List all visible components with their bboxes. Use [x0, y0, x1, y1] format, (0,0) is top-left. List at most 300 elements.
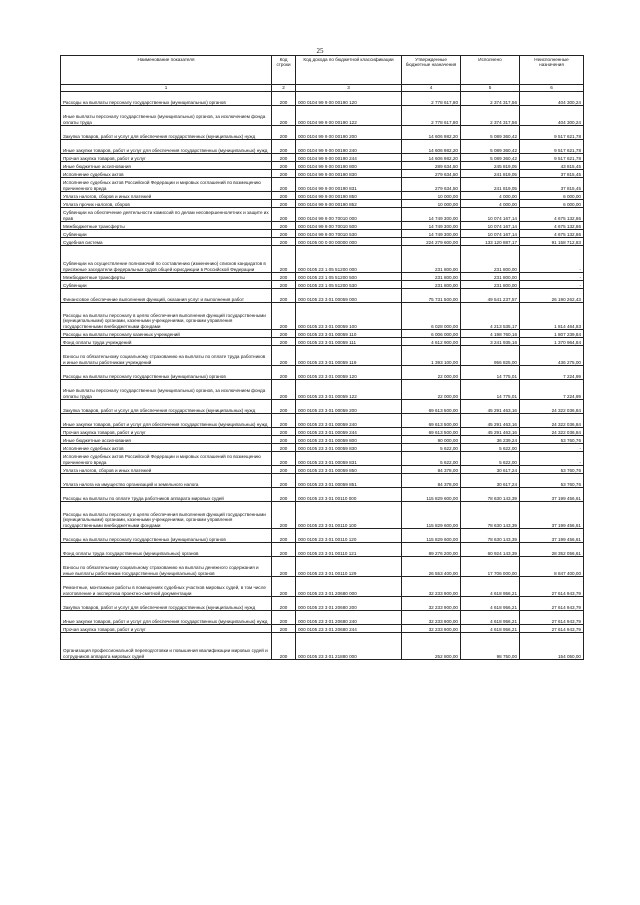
indicator-name-cell: Межбюджетные трансферты — [61, 222, 272, 230]
approved-amount-cell: 84 378,00 — [402, 466, 461, 474]
table-row — [61, 488, 584, 502]
budget-code-cell: 000 0105 23 3 01 20680 200 — [296, 597, 402, 611]
executed-amount-cell: 10 074 167,14 — [461, 222, 520, 230]
unexecuted-amount-cell: - — [520, 273, 584, 281]
budget-code-cell: 000 0105 23 3 01 00059 100 — [296, 303, 402, 330]
indicator-name-cell: Иные закупки товаров, работ и услуг для обеспечения государственных (муниципальных) нужд — [61, 140, 272, 154]
line-code-cell: 200 — [272, 338, 296, 346]
budget-code-cell: 000 0105 23 1 05 51200 500 — [296, 273, 402, 281]
approved-amount-cell: 2 778 617,80 — [402, 92, 461, 106]
indicator-name-cell: Субвенции — [61, 230, 272, 238]
executed-amount-cell: 4 618 956,21 — [461, 597, 520, 611]
line-code-cell: 200 — [272, 154, 296, 162]
executed-amount-cell: 4 000,00 — [461, 192, 520, 200]
budget-code-cell: 000 0105 23 3 01 00110 129 — [296, 557, 402, 577]
approved-amount-cell: 22 000,00 — [402, 366, 461, 380]
table-row — [61, 154, 584, 162]
indicator-name-cell: Иные бюджетные ассигнования — [61, 162, 272, 170]
budget-code-cell: 000 0104 99 9 00 00190 200 — [296, 126, 402, 140]
indicator-name-cell: Иные закупки товаров, работ и услуг для обеспечения государственных (муниципальных) нужд — [61, 611, 272, 625]
unexecuted-amount-cell: 37 199 456,61 — [520, 502, 584, 529]
budget-code-cell: 000 0105 23 3 01 00059 851 — [296, 474, 402, 488]
table-row — [61, 178, 584, 192]
budget-code-cell: 000 0105 23 3 01 00059 240 — [296, 414, 402, 428]
approved-amount-cell: 115 829 600,00 — [402, 502, 461, 529]
table-header-row — [61, 56, 584, 85]
executed-amount-cell: 4 618 956,21 — [461, 611, 520, 625]
indicator-name-cell: Закупка товаров, работ и услуг для обеспечения государственных (муниципальных) нужд — [61, 126, 272, 140]
table-row — [61, 140, 584, 154]
table-row — [61, 338, 584, 346]
budget-code-cell: 000 0105 23 3 01 00059 000 — [296, 289, 402, 303]
executed-amount-cell: 3 241 935,16 — [461, 338, 520, 346]
unexecuted-amount-cell: 43 815,45 — [520, 162, 584, 170]
executed-amount-cell: 4 198 760,16 — [461, 330, 520, 338]
executed-amount-cell: 4 000,00 — [461, 200, 520, 208]
unexecuted-amount-cell: 154 050,00 — [520, 633, 584, 660]
line-code-cell: 200 — [272, 502, 296, 529]
line-code-cell: 200 — [272, 140, 296, 154]
line-code-cell: 200 — [272, 543, 296, 557]
executed-amount-cell: 5 089 360,42 — [461, 126, 520, 140]
line-code-cell: 200 — [272, 162, 296, 170]
line-code-cell: 200 — [272, 488, 296, 502]
budget-code-cell: 000 0104 99 9 00 70010 500 — [296, 222, 402, 230]
indicator-name-cell: Расходы на выплаты по оплате труда работников аппарата мировых судей — [61, 488, 272, 502]
indicator-name-cell: Иные выплаты персоналу государственных (муниципальных) органов, за исключением фонда оплаты труда — [61, 106, 272, 126]
approved-amount-cell: 90 000,00 — [402, 436, 461, 444]
indicator-name-cell: Фонд оплаты труда государственных (муниципальных) органов — [61, 543, 272, 557]
line-code-cell: 200 — [272, 597, 296, 611]
unexecuted-amount-cell: 27 614 943,79 — [520, 611, 584, 625]
column-number: 3 — [296, 85, 402, 92]
approved-amount-cell: 4 612 900,00 — [402, 338, 461, 346]
line-code-cell: 200 — [272, 529, 296, 543]
budget-code-cell: 000 0105 23 3 01 00110 100 — [296, 502, 402, 529]
indicator-name-cell: Иные выплаты персоналу государственных (муниципальных) органов, за исключением фонда оплаты труда — [61, 380, 272, 400]
line-code-cell: 200 — [272, 200, 296, 208]
budget-code-cell: 000 0105 23 3 01 20680 244 — [296, 625, 402, 633]
budget-code-cell: 000 0104 99 9 00 00190 852 — [296, 200, 402, 208]
executed-amount-cell: 5 622,00 — [461, 444, 520, 452]
line-code-cell: 200 — [272, 92, 296, 106]
header-indicator-name: Наименование показателя — [61, 56, 272, 85]
unexecuted-amount-cell: 7 224,99 — [520, 366, 584, 380]
executed-amount-cell: 45 291 463,16 — [461, 400, 520, 414]
page-number: 25 — [316, 47, 324, 55]
budget-code-cell: 000 0104 99 9 00 00190 240 — [296, 140, 402, 154]
executed-amount-cell: 2 374 317,56 — [461, 92, 520, 106]
budget-code-cell: 000 0104 99 9 00 00190 830 — [296, 170, 402, 178]
budget-code-cell: 000 0105 23 3 01 00059 111 — [296, 338, 402, 346]
line-code-cell: 200 — [272, 170, 296, 178]
unexecuted-amount-cell: 37 815,45 — [520, 170, 584, 178]
line-code-cell: 200 — [272, 178, 296, 192]
indicator-name-cell: Расходы на выплаты персоналу государственных (муниципальных) органов — [61, 529, 272, 543]
approved-amount-cell: 84 378,00 — [402, 474, 461, 488]
budget-code-cell: 000 0104 99 9 00 00190 800 — [296, 162, 402, 170]
unexecuted-amount-cell: - — [520, 452, 584, 466]
budget-code-cell: 000 0105 23 3 01 00110 120 — [296, 529, 402, 543]
line-code-cell: 200 — [272, 400, 296, 414]
indicator-name-cell: Иные бюджетные ассигнования — [61, 436, 272, 444]
table-row — [61, 529, 584, 543]
unexecuted-amount-cell: 24 322 036,84 — [520, 400, 584, 414]
table-row — [61, 502, 584, 529]
approved-amount-cell: 279 634,50 — [402, 170, 461, 178]
indicator-name-cell: Расходы на выплаты персоналу государственных (муниципальных) органов — [61, 92, 272, 106]
table-row — [61, 200, 584, 208]
table-row — [61, 444, 584, 452]
unexecuted-amount-cell: 7 224,99 — [520, 380, 584, 400]
approved-amount-cell: 279 634,50 — [402, 178, 461, 192]
table-row — [61, 330, 584, 338]
line-code-cell: 200 — [272, 106, 296, 126]
executed-amount-cell: 10 074 167,14 — [461, 230, 520, 238]
executed-amount-cell: 231 800,00 — [461, 273, 520, 281]
executed-amount-cell: 14 775,01 — [461, 366, 520, 380]
unexecuted-amount-cell: 28 352 056,61 — [520, 543, 584, 557]
approved-amount-cell: 1 393 100,00 — [402, 346, 461, 366]
table-row — [61, 611, 584, 625]
line-code-cell: 200 — [272, 414, 296, 428]
approved-amount-cell: 6 006 000,00 — [402, 330, 461, 338]
table-row — [61, 289, 584, 303]
approved-amount-cell: 115 829 600,00 — [402, 529, 461, 543]
indicator-name-cell: Иные закупки товаров, работ и услуг для обеспечения государственных (муниципальных) нужд — [61, 414, 272, 428]
line-code-cell: 200 — [272, 281, 296, 289]
budget-code-cell: 000 0104 99 9 00 00190 850 — [296, 192, 402, 200]
unexecuted-amount-cell: 404 300,24 — [520, 92, 584, 106]
executed-amount-cell: 5 622,00 — [461, 452, 520, 466]
unexecuted-amount-cell: 4 675 132,86 — [520, 230, 584, 238]
approved-amount-cell: 231 800,00 — [402, 281, 461, 289]
executed-amount-cell: 45 291 463,16 — [461, 414, 520, 428]
table-row — [61, 436, 584, 444]
table-row — [61, 238, 584, 246]
approved-amount-cell: 6 028 000,00 — [402, 303, 461, 330]
line-code-cell: 200 — [272, 246, 296, 273]
unexecuted-amount-cell: 436 275,00 — [520, 346, 584, 366]
budget-execution-table — [60, 55, 584, 660]
header-executed: Исполнено — [461, 56, 520, 85]
budget-code-cell: 000 0105 23 3 01 00059 110 — [296, 330, 402, 338]
executed-amount-cell: 4 618 956,21 — [461, 577, 520, 597]
table-row — [61, 92, 584, 106]
executed-amount-cell: 956 825,00 — [461, 346, 520, 366]
approved-amount-cell: 26 553 400,00 — [402, 557, 461, 577]
unexecuted-amount-cell: 6 000,00 — [520, 192, 584, 200]
indicator-name-cell: Взносы по обязательному социальному страхованию на выплаты денежного содержания и иные выплаты работникам государственных (муниципальных) органов — [61, 557, 272, 577]
unexecuted-amount-cell: 1 807 239,84 — [520, 330, 584, 338]
table-row — [61, 400, 584, 414]
table-row — [61, 633, 584, 660]
approved-amount-cell: 224 279 600,00 — [402, 238, 461, 246]
budget-code-cell: 000 0105 23 3 01 20680 240 — [296, 611, 402, 625]
indicator-name-cell: Прочая закупка товаров, работ и услуг — [61, 154, 272, 162]
table-row — [61, 346, 584, 366]
unexecuted-amount-cell: 4 675 132,86 — [520, 222, 584, 230]
budget-code-cell: 000 0104 99 9 00 00190 244 — [296, 154, 402, 162]
unexecuted-amount-cell: 53 760,76 — [520, 466, 584, 474]
line-code-cell: 200 — [272, 611, 296, 625]
executed-amount-cell: 78 630 143,39 — [461, 488, 520, 502]
table-row — [61, 474, 584, 488]
approved-amount-cell: 69 613 500,00 — [402, 428, 461, 436]
table-row — [61, 162, 584, 170]
budget-code-cell: 000 0104 99 9 00 00190 120 — [296, 92, 402, 106]
approved-amount-cell: 10 000,00 — [402, 200, 461, 208]
indicator-name-cell: Фонд оплаты труда учреждений — [61, 338, 272, 346]
approved-amount-cell: 32 233 900,00 — [402, 625, 461, 633]
executed-amount-cell: 245 819,05 — [461, 162, 520, 170]
indicator-name-cell: Закупка товаров, работ и услуг для обеспечения государственных (муниципальных) нужд — [61, 400, 272, 414]
unexecuted-amount-cell: 6 000,00 — [520, 200, 584, 208]
unexecuted-amount-cell: 37 199 456,61 — [520, 488, 584, 502]
indicator-name-cell: Взносы по обязательному социальному страхованию на выплаты по оплате труда работников и иные выплаты работникам учреждений — [61, 346, 272, 366]
budget-code-cell: 000 0105 23 3 01 00110 121 — [296, 543, 402, 557]
column-number: 2 — [272, 85, 296, 92]
indicator-name-cell: Расходы на выплаты персоналу в целях обеспечения выполнения функций государственными (муниципальными) органами, казенными учреждениями, органами управления государственными внебюджетными фондами — [61, 303, 272, 330]
budget-code-cell: 000 0104 99 9 00 00190 122 — [296, 106, 402, 126]
indicator-name-cell: Закупка товаров, работ и услуг для обеспечения государственных (муниципальных) нужд — [61, 597, 272, 611]
approved-amount-cell: 75 731 500,00 — [402, 289, 461, 303]
approved-amount-cell: 2 778 617,80 — [402, 106, 461, 126]
approved-amount-cell: 10 000,00 — [402, 192, 461, 200]
unexecuted-amount-cell: 24 322 036,84 — [520, 428, 584, 436]
approved-amount-cell: 32 233 900,00 — [402, 577, 461, 597]
table-row — [61, 273, 584, 281]
executed-amount-cell: 5 089 360,42 — [461, 154, 520, 162]
executed-amount-cell: 30 617,24 — [461, 466, 520, 474]
line-code-cell: 200 — [272, 208, 296, 222]
approved-amount-cell: 231 800,00 — [402, 246, 461, 273]
table-row — [61, 543, 584, 557]
executed-amount-cell: 5 089 360,42 — [461, 140, 520, 154]
budget-code-cell: 000 0104 99 9 00 00190 831 — [296, 178, 402, 192]
executed-amount-cell: 231 800,00 — [461, 281, 520, 289]
line-code-cell: 200 — [272, 289, 296, 303]
indicator-name-cell: Уплата прочих налогов, сборов — [61, 200, 272, 208]
line-code-cell: 200 — [272, 192, 296, 200]
executed-amount-cell: 4 618 956,21 — [461, 625, 520, 633]
table-row — [61, 452, 584, 466]
unexecuted-amount-cell: 27 614 943,79 — [520, 625, 584, 633]
executed-amount-cell: 36 239,24 — [461, 436, 520, 444]
line-code-cell: 200 — [272, 126, 296, 140]
approved-amount-cell: 14 749 300,00 — [402, 222, 461, 230]
executed-amount-cell: 78 630 143,39 — [461, 529, 520, 543]
table-row — [61, 170, 584, 178]
executed-amount-cell: 241 819,05 — [461, 178, 520, 192]
line-code-cell: 200 — [272, 230, 296, 238]
table-row — [61, 428, 584, 436]
table-row — [61, 246, 584, 273]
table-row — [61, 192, 584, 200]
unexecuted-amount-cell: - — [520, 246, 584, 273]
unexecuted-amount-cell: 26 190 262,43 — [520, 289, 584, 303]
table-row — [61, 366, 584, 380]
line-code-cell: 200 — [272, 436, 296, 444]
executed-amount-cell: 4 213 535,17 — [461, 303, 520, 330]
indicator-name-cell: Исполнение судебных актов Российской Федерации и мировых соглашений по возмещению причиненного вреда — [61, 178, 272, 192]
table-row — [61, 466, 584, 474]
table-body — [61, 92, 584, 660]
indicator-name-cell: Уплата налогов, сборов и иных платежей — [61, 466, 272, 474]
executed-amount-cell: 10 074 167,14 — [461, 208, 520, 222]
indicator-name-cell: Прочая закупка товаров, работ и услуг — [61, 625, 272, 633]
table-row — [61, 106, 584, 126]
unexecuted-amount-cell: 91 158 712,83 — [520, 238, 584, 246]
line-code-cell: 200 — [272, 466, 296, 474]
table-row — [61, 230, 584, 238]
unexecuted-amount-cell: 27 614 943,79 — [520, 577, 584, 597]
line-code-cell: 200 — [272, 474, 296, 488]
approved-amount-cell: 32 233 900,00 — [402, 611, 461, 625]
line-code-cell: 200 — [272, 303, 296, 330]
table-row — [61, 414, 584, 428]
table-row — [61, 281, 584, 289]
column-number: 4 — [402, 85, 461, 92]
approved-amount-cell: 32 233 900,00 — [402, 597, 461, 611]
budget-code-cell: 000 0105 00 0 00 00000 000 — [296, 238, 402, 246]
line-code-cell: 200 — [272, 444, 296, 452]
table-row — [61, 557, 584, 577]
unexecuted-amount-cell: 1 370 964,84 — [520, 338, 584, 346]
table-row — [61, 208, 584, 222]
unexecuted-amount-cell: 9 517 621,78 — [520, 154, 584, 162]
table-row — [61, 597, 584, 611]
executed-amount-cell: 17 706 000,00 — [461, 557, 520, 577]
unexecuted-amount-cell: 24 322 036,84 — [520, 414, 584, 428]
unexecuted-amount-cell: 404 300,24 — [520, 106, 584, 126]
indicator-name-cell: Исполнение судебных актов Российской Федерации и мировых соглашений по возмещению причиненного вреда — [61, 452, 272, 466]
executed-amount-cell: 241 819,05 — [461, 170, 520, 178]
unexecuted-amount-cell: - — [520, 281, 584, 289]
executed-amount-cell: 133 120 887,17 — [461, 238, 520, 246]
approved-amount-cell: 22 000,00 — [402, 380, 461, 400]
table-row — [61, 303, 584, 330]
unexecuted-amount-cell: 9 517 621,78 — [520, 140, 584, 154]
indicator-name-cell: Финансовое обеспечение выполнения функций, оказания услуг и выполнения работ — [61, 289, 272, 303]
indicator-name-cell: Расходы на выплаты персоналу казенных учреждений — [61, 330, 272, 338]
indicator-name-cell: Расходы на выплаты персоналу государственных (муниципальных) органов — [61, 366, 272, 380]
column-number: 6 — [520, 85, 584, 92]
approved-amount-cell: 252 800,00 — [402, 633, 461, 660]
indicator-name-cell: Исполнение судебных актов — [61, 170, 272, 178]
executed-amount-cell: 2 374 317,56 — [461, 106, 520, 126]
indicator-name-cell: Организация профессиональной переподготовки и повышения квалификации мировых судей и сотрудников аппарата мировых судей — [61, 633, 272, 660]
executed-amount-cell: 98 750,00 — [461, 633, 520, 660]
header-budget-classification-code: Код дохода по бюджетной классификации — [296, 56, 402, 85]
budget-code-cell: 000 0105 23 1 05 51200 000 — [296, 246, 402, 273]
line-code-cell: 200 — [272, 452, 296, 466]
line-code-cell: 200 — [272, 557, 296, 577]
unexecuted-amount-cell: - — [520, 444, 584, 452]
executed-amount-cell: 45 291 463,16 — [461, 428, 520, 436]
approved-amount-cell: 14 606 982,20 — [402, 154, 461, 162]
budget-code-cell: 000 0105 23 3 01 20680 000 — [296, 577, 402, 597]
approved-amount-cell: 5 622,00 — [402, 452, 461, 466]
header-unexecuted-assignments: Неисполненные назначения — [520, 56, 584, 85]
approved-amount-cell: 115 829 600,00 — [402, 488, 461, 502]
unexecuted-amount-cell: 4 675 132,86 — [520, 208, 584, 222]
executed-amount-cell: 49 541 237,57 — [461, 289, 520, 303]
line-code-cell: 200 — [272, 222, 296, 230]
indicator-name-cell: Субвенции на осуществление полномочий по составлению (изменению) списков кандидатов в присяжные заседатели федеральных судов общей юрисдикции в Российской Федерации — [61, 246, 272, 273]
approved-amount-cell: 5 622,00 — [402, 444, 461, 452]
approved-amount-cell: 14 749 300,00 — [402, 230, 461, 238]
line-code-cell: 200 — [272, 577, 296, 597]
executed-amount-cell: 14 775,01 — [461, 380, 520, 400]
indicator-name-cell: Уплата налога на имущество организаций и земельного налога — [61, 474, 272, 488]
approved-amount-cell: 89 276 200,00 — [402, 543, 461, 557]
budget-code-cell: 000 0104 99 9 00 70010 000 — [296, 208, 402, 222]
unexecuted-amount-cell: 37 815,45 — [520, 178, 584, 192]
unexecuted-amount-cell: 53 760,76 — [520, 474, 584, 488]
budget-code-cell: 000 0105 23 3 01 00059 200 — [296, 400, 402, 414]
table-row — [61, 625, 584, 633]
budget-code-cell: 000 0105 23 3 01 00059 830 — [296, 444, 402, 452]
header-approved-assignments: Утвержденные бюджетные назначения — [402, 56, 461, 85]
executed-amount-cell: 60 924 143,39 — [461, 543, 520, 557]
table-row — [61, 222, 584, 230]
header-line-code: Код строки — [272, 56, 296, 85]
approved-amount-cell: 289 634,50 — [402, 162, 461, 170]
unexecuted-amount-cell: 53 760,76 — [520, 436, 584, 444]
executed-amount-cell: 231 800,00 — [461, 246, 520, 273]
line-code-cell: 200 — [272, 633, 296, 660]
line-code-cell: 200 — [272, 625, 296, 633]
indicator-name-cell: Исполнение судебных актов — [61, 444, 272, 452]
budget-code-cell: 000 0104 99 9 00 70010 530 — [296, 230, 402, 238]
budget-code-cell: 000 0105 23 3 01 00059 244 — [296, 428, 402, 436]
table-row — [61, 380, 584, 400]
indicator-name-cell: Судебная система — [61, 238, 272, 246]
approved-amount-cell: 14 606 982,20 — [402, 140, 461, 154]
indicator-name-cell: Ремонтные, монтажные работы в помещениях судебных участков мировых судей, в том числе изготовление и экспертиза проектно-сметной документации — [61, 577, 272, 597]
line-code-cell: 200 — [272, 380, 296, 400]
budget-code-cell: 000 0105 23 3 01 00059 850 — [296, 466, 402, 474]
line-code-cell: 200 — [272, 346, 296, 366]
line-code-cell: 200 — [272, 238, 296, 246]
budget-code-cell: 000 0105 23 3 01 00059 120 — [296, 366, 402, 380]
indicator-name-cell: Субвенции — [61, 281, 272, 289]
budget-code-cell: 000 0105 23 3 01 00059 119 — [296, 346, 402, 366]
approved-amount-cell: 69 613 500,00 — [402, 400, 461, 414]
column-number-row — [61, 85, 584, 92]
unexecuted-amount-cell: 37 199 456,61 — [520, 529, 584, 543]
indicator-name-cell: Расходы на выплаты персоналу в целях обеспечения выполнения функций государственными (муниципальными) органами, казенными учреждениями, органами управления государственными внебюджетными фондами — [61, 502, 272, 529]
approved-amount-cell: 69 613 500,00 — [402, 414, 461, 428]
executed-amount-cell: 30 617,24 — [461, 474, 520, 488]
approved-amount-cell: 14 749 300,00 — [402, 208, 461, 222]
unexecuted-amount-cell: 1 814 464,83 — [520, 303, 584, 330]
line-code-cell: 200 — [272, 428, 296, 436]
line-code-cell: 200 — [272, 366, 296, 380]
approved-amount-cell: 231 800,00 — [402, 273, 461, 281]
executed-amount-cell: 78 630 143,39 — [461, 502, 520, 529]
indicator-name-cell: Прочая закупка товаров, работ и услуг — [61, 428, 272, 436]
budget-code-cell: 000 0105 23 3 01 00059 800 — [296, 436, 402, 444]
indicator-name-cell: Уплата налогов, сборов и иных платежей — [61, 192, 272, 200]
table-row — [61, 126, 584, 140]
budget-code-cell: 000 0105 23 3 01 00059 831 — [296, 452, 402, 466]
indicator-name-cell: Субвенции на обеспечение деятельности комиссий по делам несовершеннолетних и защите их прав — [61, 208, 272, 222]
column-number: 1 — [61, 85, 272, 92]
unexecuted-amount-cell: 27 614 943,79 — [520, 597, 584, 611]
unexecuted-amount-cell: 8 847 400,00 — [520, 557, 584, 577]
